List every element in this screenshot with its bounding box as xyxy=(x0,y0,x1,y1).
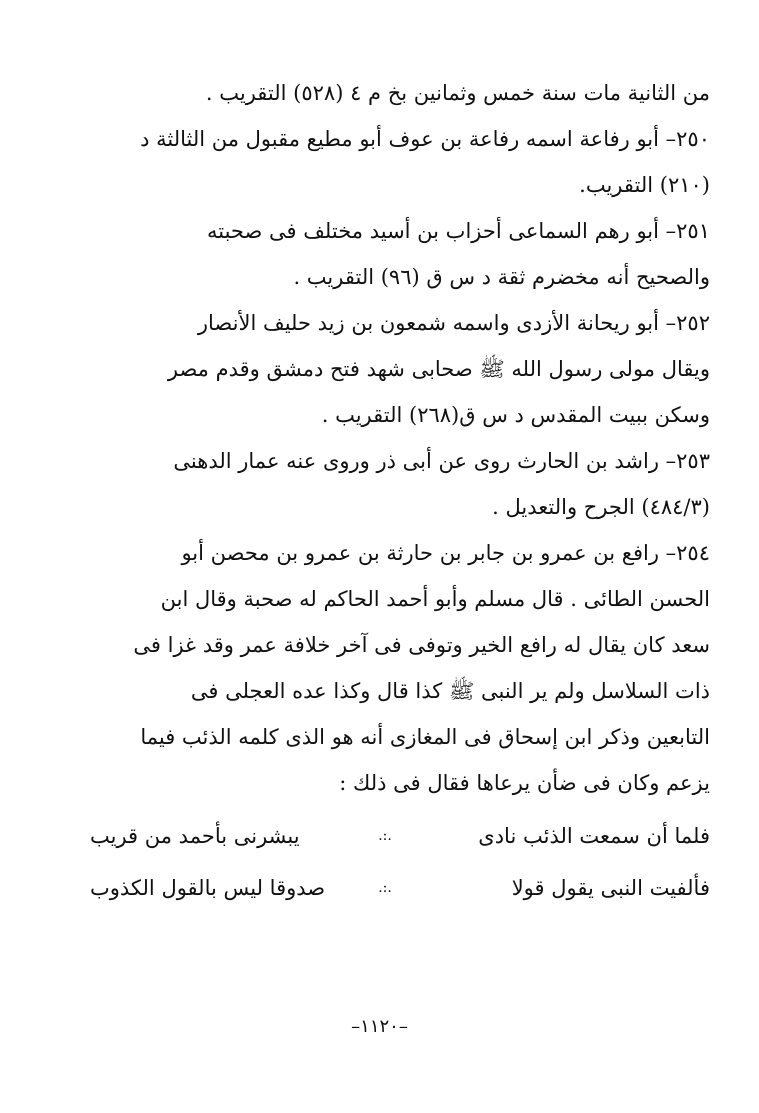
text-line: (٤٨٤/٣) الجرح والتعديل . xyxy=(492,495,710,519)
poem-verse xyxy=(90,862,710,914)
verse-second-hemistich: يبشرنى بأحمد من قريب xyxy=(90,824,300,848)
text-line: والصحيح أنه مخضرم ثقة د س ق (٩٦) التقريب . xyxy=(293,265,710,289)
text-line: ويقال مولى رسول الله ﷺ صحابى شهد فتح دمشق وقدم مصر xyxy=(167,357,710,381)
verse-separator: .:. xyxy=(378,880,392,896)
entry-250 xyxy=(90,116,710,208)
entry-254 xyxy=(90,530,710,806)
text-line: التابعين وذكر ابن إسحاق فى المغازى أنه هو الذى كلمه الذئب فيما xyxy=(140,725,710,749)
text-line: سعد كان يقال له رافع الخير وتوفى فى آخر خلافة عمر وقد غزا فى xyxy=(133,633,710,657)
entry-252 xyxy=(90,300,710,438)
text-line: ٢٥٣– راشد بن الحارث روى عن أبى ذر وروى عنه عمار الدهنى xyxy=(173,449,710,473)
text-line: وسكن ببيت المقدس د س ق(٢٦٨) التقريب . xyxy=(321,403,710,427)
verse-separator: .:. xyxy=(378,828,392,844)
text-line: الحسن الطائى . قال مسلم وأبو أحمد الحاكم له صحبة وقال ابن xyxy=(160,587,710,611)
verse-first-hemistich: فلما أن سمعت الذئب نادى xyxy=(478,824,710,848)
text-line: ذات السلاسل ولم ير النبى ﷺ كذا قال وكذا عده العجلى فى xyxy=(190,679,710,703)
page-body xyxy=(90,70,710,914)
text-line: يزعم وكان فى ضأن يرعاها فقال فى ذلك : xyxy=(339,771,710,795)
entry-253 xyxy=(90,438,710,530)
text-line: ٢٥٠– أبو رفاعة اسمه رفاعة بن عوف أبو مطيع مقبول من الثالثة د xyxy=(140,127,710,151)
text-line: ٢٥٢– أبو ريحانة الأزدى واسمه شمعون بن زيد حليف الأنصار xyxy=(197,311,710,335)
poem-verse xyxy=(90,810,710,862)
text-line: ٢٥١– أبو رهم السماعى أحزاب بن أسيد مختلف فى صحبته xyxy=(206,219,710,243)
poem xyxy=(90,810,710,914)
text-line: من الثانية مات سنة خمس وثمانين بخ م ٤ (٥٢٨) التقريب . xyxy=(205,81,710,105)
paragraph-continuation xyxy=(90,70,710,116)
text-line: ٢٥٤– رافع بن عمرو بن جابر بن حارثة بن عمرو بن محصن أبو xyxy=(181,541,710,565)
entry-251 xyxy=(90,208,710,300)
text-line: (٢١٠) التقريب. xyxy=(579,173,710,197)
verse-second-hemistich: صدوقا ليس بالقول الكذوب xyxy=(90,876,326,900)
page-number: –١١٢٠– xyxy=(351,1016,408,1037)
verse-first-hemistich: فألفيت النبى يقول قولا xyxy=(511,876,710,900)
